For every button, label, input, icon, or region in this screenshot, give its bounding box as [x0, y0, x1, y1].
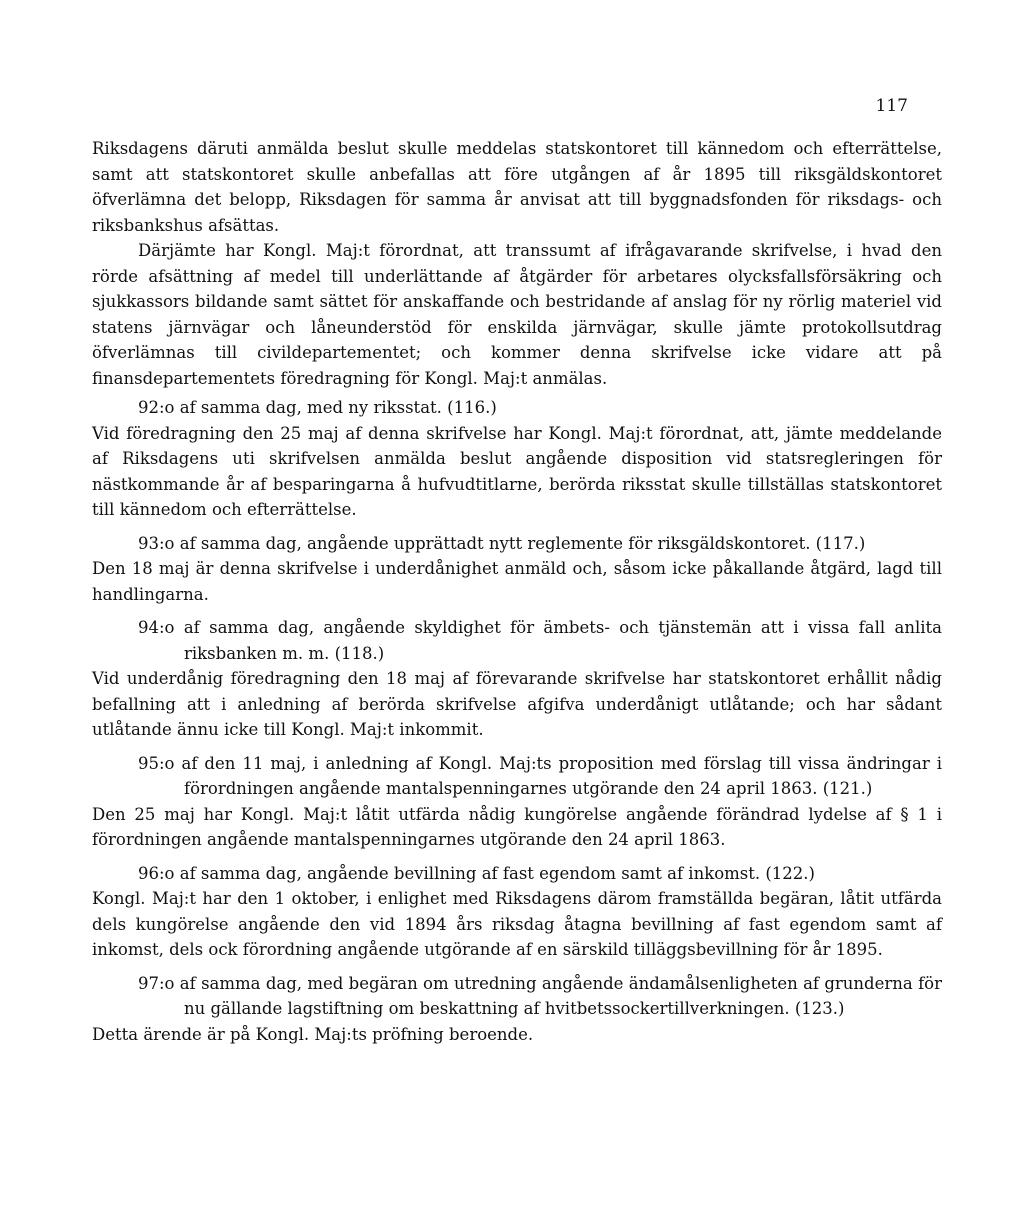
page-number: 117	[875, 96, 908, 116]
entry-95	[92, 751, 942, 853]
entry-heading: 96:o af samma dag, angående bevillning af fast egendom samt af inkomst. (122.)	[138, 863, 815, 883]
entry-heading: 95:o af den 11 maj, i anledning af Kongl. Maj:ts proposition med förslag till vissa ändringar i förordningen angående mantalspenningarnes utgörande den 24 april 1863. (121.)	[138, 753, 942, 798]
document-page	[92, 0, 942, 1226]
entry-body: Den 25 maj har Kongl. Maj:t låtit utfärda nådig kungörelse angående förändrad lydelse af § 1 i förordningen angående mantalspenningarnes utgörande den 24 april 1863.	[92, 804, 942, 849]
entry-body: Vid föredragning den 25 maj af denna skrifvelse har Kongl. Maj:t förordnat, att, jämte meddelande af Riksdagens uti skrifvelsen anmälda beslut angående disposition vid statsregleringen för nästkommande år af besparingarna å hufvudtitlarne, berörda riksstat skulle tillställas statskontoret till kännedom och efterrättelse.	[92, 423, 942, 519]
entry-96	[92, 861, 942, 963]
entry-body: Vid underdånig föredragning den 18 maj af förevarande skrifvelse har statskontoret erhållit nådig befallning att i anledning af berörda skrifvelse afgifva underdånigt utlåtande; och har sådant utlåtande ännu icke till Kongl. Maj:t inkommit.	[92, 669, 942, 739]
paragraph-riksdagens-beslut: Riksdagens däruti anmälda beslut skulle meddelas statskontoret till kännedom och efterrättelse, samt att statskontoret skulle anbefallas att före utgången af år 1895 till riksgäldskontoret öfverlämna det belopp, Riksdagen för samma år anvisat att till byggnadsfonden för riksdags- och riksbankshus afsättas.	[92, 139, 942, 235]
entry-heading: 93:o af samma dag, angående upprättadt nytt reglemente för riksgäldskontoret. (117.)	[138, 533, 866, 553]
entry-body: Kongl. Maj:t har den 1 oktober, i enlighet med Riksdagens därom framställda begäran, låtit utfärda dels kungörelse angående den vid 1894 års riksdag åtagna bevillning af fast egendom samt af inkomst, dels ock förordning angående utgörande af en särskild tilläggsbevillning för år 1895.	[92, 889, 942, 959]
entry-heading: 97:o af samma dag, med begäran om utredning angående ändamålsenligheten af grunderna för nu gällande lagstiftning om beskattning af hvitbetssockertillverkningen. (123.)	[138, 973, 942, 1018]
entry-body: Detta ärende är på Kongl. Maj:ts pröfning beroende.	[92, 1024, 534, 1044]
entry-97	[92, 971, 942, 1048]
paragraph-darjamte: Därjämte har Kongl. Maj:t förordnat, att transsumt af ifrågavarande skrifvelse, i hvad den rörde afsättning af medel till underlättande af åtgärder för arbetares olycksfallsförsäkring och sjukkassors bildande samt sättet för anskaffande och bestridande af anslag för ny rörlig materiel vid statens järnvägar och låneunderstöd för enskilda järnvägar, skulle jämte protokollsutdrag öfverlämnas till civildepartementet; och kommer denna skrifvelse icke vidare att på finansdepartementets föredragning för Kongl. Maj:t anmälas.	[92, 241, 942, 388]
entry-92	[92, 395, 942, 523]
entry-heading: 94:o af samma dag, angående skyldighet för ämbets- och tjänstemän att i vissa fall anlita riksbanken m. m. (118.)	[138, 618, 942, 663]
entry-body: Den 18 maj är denna skrifvelse i underdånighet anmäld och, såsom icke påkallande åtgärd, lagd till handlingarna.	[92, 559, 942, 604]
entry-heading: 92:o af samma dag, med ny riksstat. (116.)	[138, 398, 497, 417]
page-content	[92, 136, 942, 1047]
entry-93	[92, 531, 942, 608]
entry-94	[92, 615, 942, 743]
